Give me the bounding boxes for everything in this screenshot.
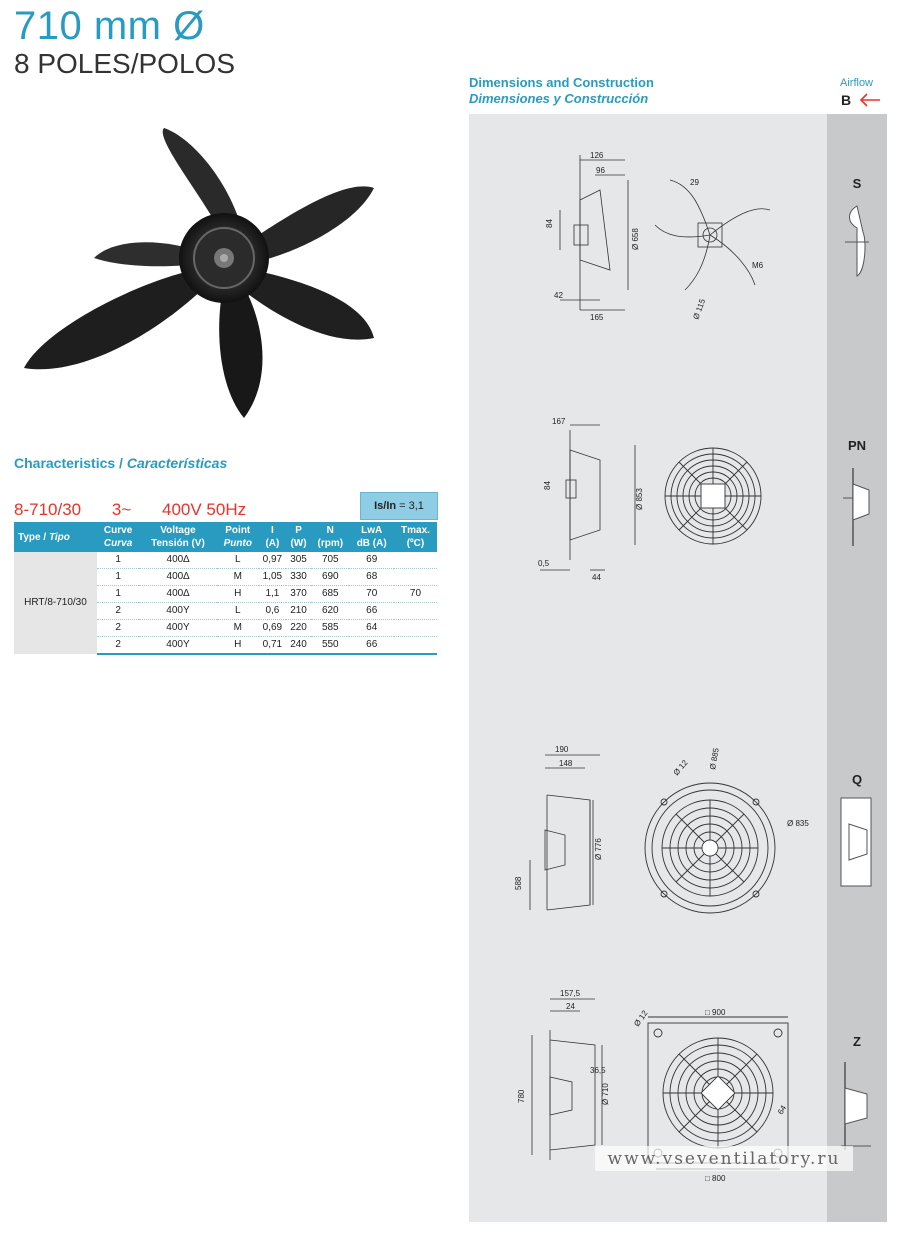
characteristics-table — [14, 522, 437, 655]
dim-pn-5: 44 — [592, 573, 601, 582]
cell-speed: 705 — [311, 552, 349, 569]
airflow-label: Airflow — [840, 77, 874, 89]
col-current-en: I — [271, 525, 274, 536]
col-voltage-en: Voltage — [160, 525, 196, 536]
cell-tmax — [394, 637, 437, 655]
cell-speed: 685 — [311, 586, 349, 603]
dim-z-5: 780 — [517, 1089, 526, 1103]
col-tmax-unit: (ºC) — [406, 538, 425, 549]
cell-point: H — [217, 637, 259, 655]
dim-s-3: 84 — [545, 219, 554, 228]
cell-point: L — [217, 603, 259, 620]
cell-power: 305 — [286, 552, 311, 569]
page-title: 710 mm Ø — [14, 4, 205, 48]
page-subtitle: 8 POLES/POLOS — [14, 48, 235, 79]
dim-q-1: 190 — [555, 745, 569, 754]
drawing-q — [505, 740, 809, 940]
col-speed-unit: (rpm) — [317, 538, 344, 549]
col-current — [259, 522, 286, 552]
col-type-es: Tipo — [48, 531, 70, 543]
col-lwa — [349, 522, 394, 552]
dim-q-2: 148 — [559, 759, 573, 768]
cell-voltage: 400Y — [139, 603, 216, 620]
dim-z-4: Ø 12 — [632, 1008, 650, 1029]
cell-speed: 690 — [311, 569, 349, 586]
dim-z-9: □ 800 — [705, 1174, 726, 1183]
dim-s-1: 126 — [590, 151, 604, 160]
model-name: 8-710/30 — [14, 500, 82, 519]
characteristics-heading — [14, 455, 227, 471]
model-row — [14, 500, 272, 520]
cell-tmax — [394, 569, 437, 586]
col-speed — [311, 522, 349, 552]
cell-speed: 620 — [311, 603, 349, 620]
dim-s-2: 96 — [596, 166, 605, 175]
dim-s-8: M6 — [752, 261, 764, 270]
cell-current: 0,97 — [259, 552, 286, 569]
dim-q-7: 588 — [514, 876, 523, 890]
cell-voltage: 400Y — [139, 637, 216, 655]
cell-voltage: 400∆ — [139, 552, 216, 569]
col-power-en: P — [295, 525, 302, 536]
profile-s-icon — [839, 202, 875, 282]
cell-power: 210 — [286, 603, 311, 620]
cell-curve: 1 — [97, 552, 139, 569]
cell-curve: 1 — [97, 586, 139, 603]
dim-z-6: 36,5 — [590, 1066, 606, 1075]
dimensions-heading-en: Dimensions and Construction — [469, 75, 654, 90]
dim-z-3: □ 900 — [705, 1008, 726, 1017]
col-lwa-en: LwA — [361, 525, 383, 536]
cell-curve: 2 — [97, 603, 139, 620]
cell-tmax — [394, 620, 437, 637]
cell-curve: 1 — [97, 569, 139, 586]
dim-z-1: 157,5 — [560, 989, 581, 998]
cell-voltage: 400∆ — [139, 586, 216, 603]
dim-pn-2: 84 — [543, 481, 552, 490]
cell-voltage: 400∆ — [139, 569, 216, 586]
cell-point: M — [217, 620, 259, 637]
model-supply: 400V 50Hz — [161, 500, 247, 519]
version-label-q: Q — [851, 772, 863, 787]
col-point-es: Punto — [223, 538, 252, 549]
isin-value: = 3,1 — [399, 500, 424, 512]
watermark: www.vseventilatory.ru — [595, 1146, 853, 1171]
model-phase: 3~ — [111, 500, 132, 519]
dim-z-8: 64 — [775, 1103, 789, 1116]
table-row — [14, 552, 437, 569]
col-power — [286, 522, 311, 552]
col-curve-es: Curva — [103, 538, 133, 549]
dim-q-5: Ø 835 — [787, 819, 809, 828]
cell-point: L — [217, 552, 259, 569]
type-cell: HRT/8-710/30 — [14, 552, 97, 654]
version-label-s: S — [852, 176, 862, 191]
dim-s-9: Ø 115 — [691, 297, 708, 321]
dim-z-2: 24 — [566, 1002, 575, 1011]
cell-current: 1,1 — [259, 586, 286, 603]
cell-tmax: 70 — [394, 586, 437, 603]
profile-pn-icon — [839, 464, 875, 554]
dim-q-4: Ø 885 — [708, 747, 721, 771]
col-voltage-es: Tensión (V) — [151, 538, 205, 549]
cell-speed: 585 — [311, 620, 349, 637]
isin-badge — [360, 492, 438, 520]
cell-tmax — [394, 603, 437, 620]
isin-label: Is/In — [374, 500, 397, 512]
airflow-arrow-icon — [858, 92, 882, 108]
col-power-unit: (W) — [290, 538, 307, 549]
characteristics-heading-en: Characteristics / — [14, 455, 127, 471]
cell-current: 1,05 — [259, 569, 286, 586]
dim-s-7: 29 — [690, 178, 699, 187]
version-side-panel — [827, 114, 887, 1222]
cell-lwa: 69 — [349, 552, 394, 569]
cell-power: 370 — [286, 586, 311, 603]
dim-q-3: Ø 12 — [671, 758, 690, 778]
cell-power: 220 — [286, 620, 311, 637]
drawing-pn — [530, 410, 780, 585]
dim-pn-4: 0,5 — [538, 559, 550, 568]
dimensions-heading — [469, 75, 654, 107]
dim-s-5: 165 — [590, 313, 604, 322]
cell-curve: 2 — [97, 637, 139, 655]
col-lwa-unit: dB (A) — [356, 538, 387, 549]
table-header-row — [14, 522, 437, 552]
col-speed-en: N — [326, 525, 334, 536]
version-label-z: Z — [853, 1034, 861, 1049]
cell-lwa: 64 — [349, 620, 394, 637]
dim-s-6: Ø 658 — [631, 228, 640, 250]
dim-z-7: Ø 710 — [601, 1083, 610, 1105]
col-tmax — [394, 522, 437, 552]
cell-current: 0,71 — [259, 637, 286, 655]
cell-voltage: 400Y — [139, 620, 216, 637]
cell-speed: 550 — [311, 637, 349, 655]
col-point-en: Point — [225, 525, 251, 536]
profile-z-icon — [837, 1058, 877, 1154]
dimensions-heading-es: Dimensiones y Construcción — [469, 91, 649, 106]
cell-power: 330 — [286, 569, 311, 586]
col-tmax-en: Tmax. — [401, 525, 430, 536]
col-current-unit: (A) — [265, 538, 280, 549]
cell-current: 0,6 — [259, 603, 286, 620]
cell-point: M — [217, 569, 259, 586]
col-point — [217, 522, 259, 552]
cell-tmax — [394, 552, 437, 569]
cell-current: 0,69 — [259, 620, 286, 637]
drawing-s — [530, 140, 780, 340]
characteristics-heading-es: Características — [126, 455, 228, 471]
airflow-value: B — [841, 92, 852, 108]
dim-q-6: Ø 776 — [594, 838, 603, 860]
version-label-pn: PN — [847, 438, 867, 453]
profile-q-icon — [837, 794, 877, 890]
col-voltage — [139, 522, 216, 552]
fan-product-image — [12, 118, 412, 418]
cell-curve: 2 — [97, 620, 139, 637]
col-type-en: Type / — [18, 531, 49, 543]
cell-point: H — [217, 586, 259, 603]
cell-lwa: 66 — [349, 637, 394, 655]
col-curve — [97, 522, 139, 552]
cell-power: 240 — [286, 637, 311, 655]
dim-pn-3: Ø 853 — [635, 488, 644, 510]
cell-lwa: 70 — [349, 586, 394, 603]
dim-s-4: 42 — [554, 291, 563, 300]
cell-lwa: 68 — [349, 569, 394, 586]
col-type — [14, 522, 97, 552]
dim-pn-1: 167 — [552, 417, 566, 426]
cell-lwa: 66 — [349, 603, 394, 620]
col-curve-en: Curve — [103, 525, 133, 536]
